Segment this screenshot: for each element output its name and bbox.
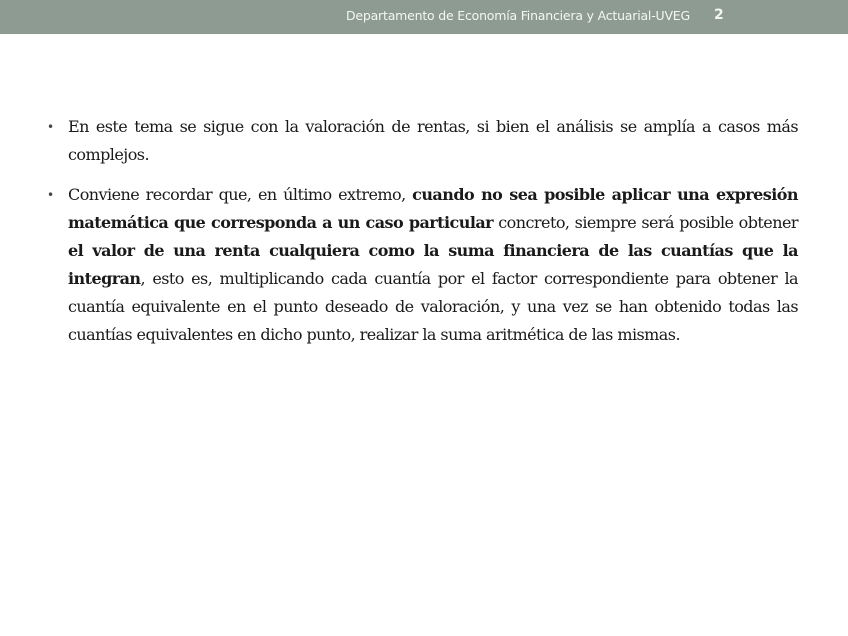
header-bar <box>0 0 848 34</box>
slide-content <box>47 113 798 361</box>
page-number: 2 <box>714 7 724 23</box>
bullet-icon: • <box>47 188 54 202</box>
bullet-2-text-intro: Conviene recordar que, en último extremo, <box>68 185 413 204</box>
bullet-2-text-end: , esto es, multiplicando cada cuantía por el factor correspondiente para obtener la cuantía equivalente en el punto deseado de valoración, y una vez se han obtenido todas las cuantías equivalentes en dicho punto, realizar la suma aritmética de las mismas. <box>68 269 798 344</box>
bullet-item-1 <box>47 113 798 169</box>
bullet-2-emphasis-2: el valor de una renta cualquiera como la suma financiera de las cuantías que la integran <box>68 241 798 288</box>
bullet-2-text-middle: concreto, siempre será posible obtener <box>493 213 798 232</box>
bullet-icon: • <box>47 120 54 134</box>
bullet-2-emphasis-1: cuando no sea posible aplicar una expresión matemática que corresponda a un caso particular <box>68 185 798 232</box>
bullet-item-2 <box>47 181 798 349</box>
department-title: Departamento de Economía Financiera y Actuarial-UVEG <box>345 8 690 23</box>
bullet-1-text: En este tema se sigue con la valoración de rentas, si bien el análisis se amplía a casos más complejos. <box>68 117 798 164</box>
